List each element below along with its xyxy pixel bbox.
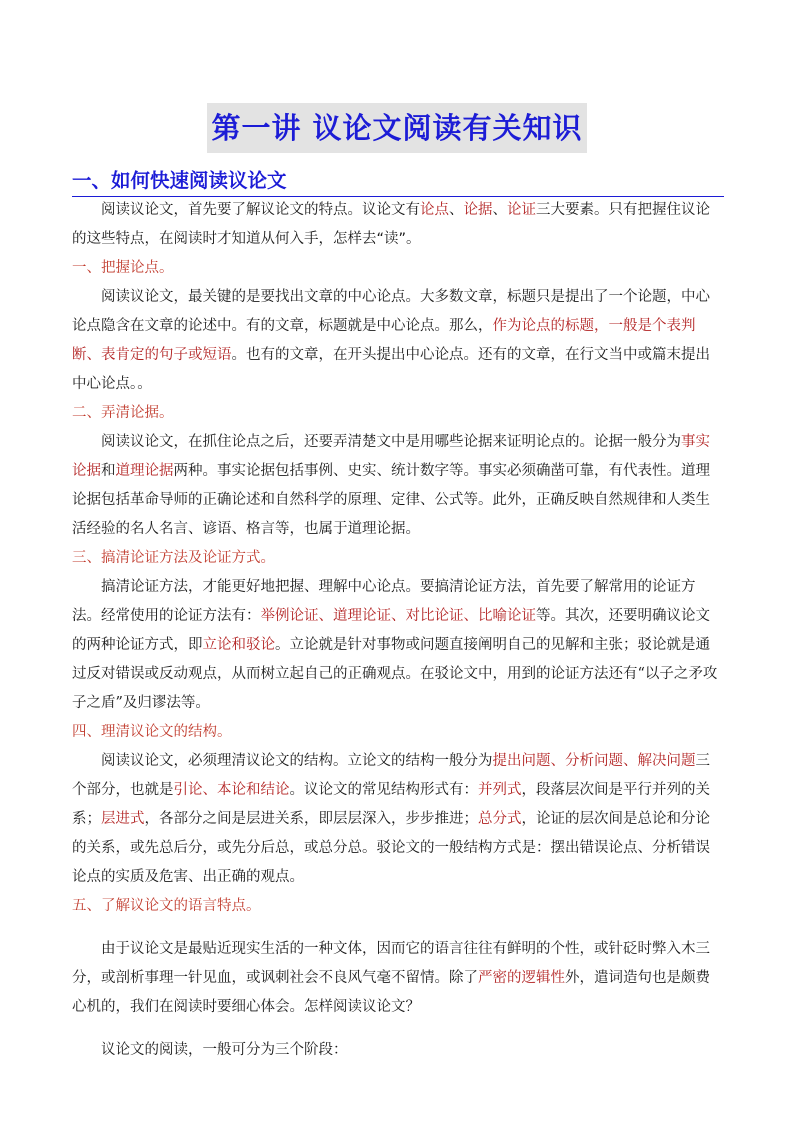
p2-text-2: 和	[101, 463, 116, 479]
p3-text-4: 及归谬法等。	[122, 695, 210, 711]
p4-red-3: 并列式	[478, 782, 522, 798]
p4-text-1: 阅读议论文，必须理清议论文的结构。立论文的结构一般分为	[101, 753, 493, 769]
page-title: 第一讲 议论文阅读有关知识	[207, 103, 586, 153]
p3-text-3: 。立论就是针对事物或问题直接阐明自己的见解和主张；驳论就是通过反对错误或反动观点，从而树立起自己的正确观点。在驳论文中，用到的论证方法还有	[72, 637, 710, 682]
p2-text-1: 阅读议论文，在抓住论点之后，还要弄清楚文中是用哪些论据来证明论点的。论据一般分为	[101, 434, 681, 450]
last-paragraph: 议论文的阅读，一般可分为三个阶段：	[101, 1042, 348, 1058]
p3-red-1: 举例论证、道理论证、对比论证、比喻论证	[260, 608, 536, 624]
p4-red-2: 引论、本论和结论	[173, 782, 290, 798]
p1-red-1: 作为论点的标题，一般是个表判断、表肯定的句子或短语	[72, 318, 696, 363]
p3-red-2: 立论和驳论	[202, 637, 275, 653]
p5-text-2: 外，遣词造句也是颇费心机的，我们在阅读时要细心体会。怎样阅读议论文？	[72, 970, 710, 1015]
paragraph-2	[72, 428, 724, 544]
p2-red-1: 事实论据	[72, 434, 710, 479]
intro-text-1: 阅读议论文，首先要了解议论文的特点。议论文有	[101, 202, 420, 218]
p4-text-2: 三个部分，也就是	[72, 753, 710, 798]
p4-text-6: ，论证的层次间是总论和分论的关系，或先总后分，或先分后总，或总分总。驳论文的一般结构方式是：摆出错误论点、分析错误论点的实质及危害、出正确的观点。	[72, 811, 710, 885]
paragraph-5	[72, 935, 724, 1022]
p5-red-1: 严密的逻辑性	[478, 970, 565, 986]
intro-paragraph	[72, 196, 724, 254]
p1-text-2: 。也有的文章，在开头提出中心论点。还有的文章，在行文当中或篇末提出中心论点。。	[72, 347, 710, 392]
paragraph-4	[72, 747, 724, 892]
p3-text-2: 等。其次，还要明确议论文的两种论证方式，即	[72, 608, 710, 653]
p4-red-1: 提出问题、分析问题、解决问题	[492, 753, 696, 769]
subheading-5: 五、了解议论文的语言特点。	[72, 898, 261, 914]
intro-text-2: 、	[449, 202, 464, 218]
p2-text-3: 两种。事实论据包括事例、史实、统计数字等。事实必须确凿可靠，有代表性。道理论据包括革命导师的正确论述和自然科学的原理、定律、公式等。此外，正确反映自然规律和人类生活经验的名人名言、谚语、格言等，也属于道理论据。	[72, 463, 710, 537]
p3-quote: “以子之矛攻子之盾”	[72, 666, 718, 711]
section-heading: 一、如何快速阅读议论文	[72, 166, 724, 197]
intro-red-2: 论据	[463, 202, 493, 218]
intro-text-3: 、	[492, 202, 507, 218]
p1-text-1: 阅读议论文，最关键的是要找出文章的中心论点。大多数文章，标题只是提出了一个论题，中心论点隐含在文章的论述中。有的文章，标题就是中心论点。那么，	[72, 289, 710, 334]
p5-text-1: 由于议论文是最贴近现实生活的一种文体，因而它的语言往往有鲜明的个性，或针砭时弊入木三分，或剖析事理一针见血，或讽刺社会不良风气毫不留情。除了	[72, 941, 710, 986]
p2-red-2: 道理论据	[115, 463, 174, 479]
p3-text-1: 搞清论证方法，才能更好地把握、理解中心论点。要搞清论证方法，首先要了解常用的论证方法。经常使用的论证方法有：	[72, 579, 696, 624]
paragraph-1	[72, 283, 724, 399]
paragraph-3	[72, 573, 724, 718]
p4-text-3: 。议论文的常见结构形式有：	[289, 782, 478, 798]
title-wrap	[0, 103, 794, 153]
body-content	[72, 196, 724, 1065]
intro-red-1: 论点	[420, 202, 449, 218]
subheading-3: 三、搞清论证方法及论证方式。	[72, 550, 275, 566]
p4-text-5: ，各部分之间是层进关系，即层层深入，步步推进；	[144, 811, 478, 827]
subheading-4: 四、理清议论文的结构。	[72, 724, 232, 740]
subheading-2: 二、弄清论据。	[72, 405, 174, 421]
p4-red-5: 总分式	[478, 811, 522, 827]
p4-text-4: ，段落层次间是平行并列的关系；	[72, 782, 710, 827]
intro-red-3: 论证	[507, 202, 536, 218]
p4-red-4: 层进式	[101, 811, 145, 827]
subheading-1: 一、把握论点。	[72, 260, 174, 276]
intro-text-4: 三大要素。只有把握住议论的这些特点，在阅读时才知道从何入手，怎样去“读”。	[72, 202, 710, 247]
